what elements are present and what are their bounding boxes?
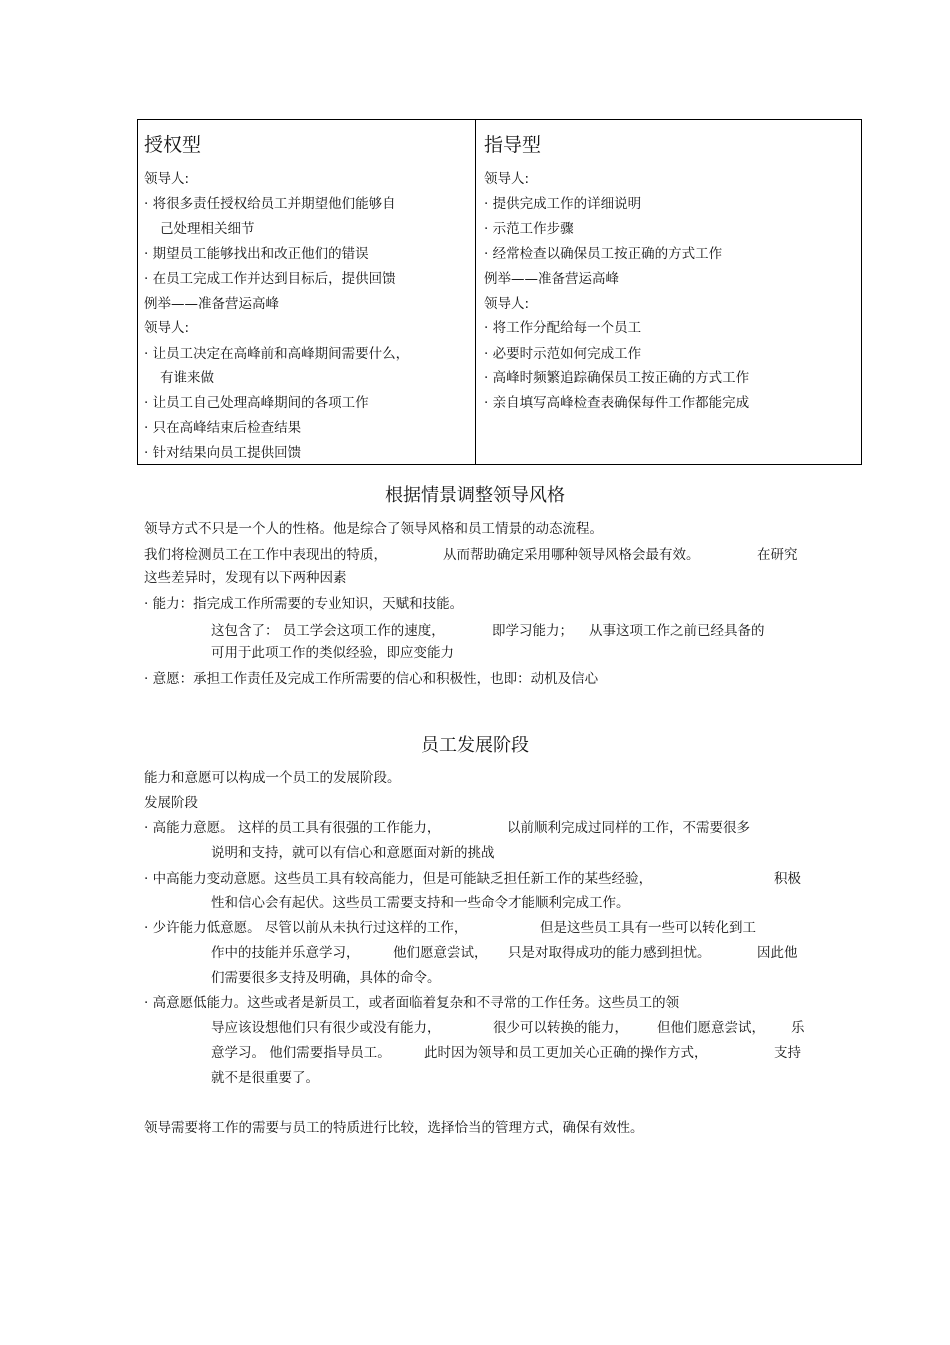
stage-item: 们需要很多支持及明确，具体的命令。 [211, 970, 441, 986]
bullet-willingness: · 意愿：承担工作责任及完成工作所需要的信心和积极性，也即：动机及信心 [144, 671, 599, 687]
left-line: 有谁来做 [160, 370, 214, 386]
stage-item: 很少可以转换的能力， [493, 1020, 628, 1036]
stage-item: 但他们愿意尝试， [657, 1020, 765, 1036]
stage-item: · 少许能力低意愿。 尽管以前从未执行过这样的工作， [144, 920, 468, 936]
left-line: 领导人: [144, 320, 190, 336]
stage-item: 作中的技能并乐意学习， [211, 945, 360, 961]
right-line: 领导人: [484, 296, 530, 312]
stage-item: 此时因为领导和员工更加关心正确的操作方式， [424, 1045, 708, 1061]
directing-title: 指导型 [484, 134, 542, 156]
stage-item: 说明和支持，就可以有信心和意愿面对新的挑战 [211, 845, 495, 861]
left-line: · 在员工完成工作并达到目标后，提供回馈 [144, 271, 396, 287]
paragraph: 即学习能力； [492, 623, 573, 639]
stage-item: 积极 [774, 871, 801, 887]
paragraph: 从而帮助确定采用哪种领导风格会最有效。 [443, 547, 700, 563]
right-line: 例举——准备营运高峰 [484, 271, 619, 287]
left-line: · 将很多责任授权给员工并期望他们能够自 [144, 196, 396, 212]
left-line: · 期望员工能够找出和改正他们的错误 [144, 246, 369, 262]
stage-item: 他们愿意尝试， [393, 945, 488, 961]
left-line: 己处理相关细节 [160, 221, 255, 237]
left-line: · 让员工决定在高峰前和高峰期间需要什么， [144, 346, 410, 362]
section-heading-situational: 根据情景调整领导风格 [385, 485, 565, 506]
stage-item: 导应该设想他们只有很少或没有能力， [211, 1020, 441, 1036]
stage-item: 乐 [791, 1020, 805, 1036]
paragraph: 从事这项工作之前已经具备的 [589, 623, 765, 639]
paragraph: 可用于此项工作的类似经验，即应变能力 [211, 645, 454, 661]
stage-item: 意学习。 他们需要指导员工。 [211, 1045, 391, 1061]
stage-item: 只是对取得成功的能力感到担忧。 [508, 945, 711, 961]
left-line: 例举——准备营运高峰 [144, 296, 279, 312]
right-line: · 将工作分配给每一个员工 [484, 320, 642, 336]
left-line: · 针对结果向员工提供回馈 [144, 445, 302, 461]
stage-item: 性和信心会有起伏。这些员工需要支持和一些命令才能顺利完成工作。 [211, 895, 630, 911]
left-line: 领导人: [144, 171, 190, 187]
stage-item: 支持 [774, 1045, 801, 1061]
left-line: · 只在高峰结束后检查结果 [144, 420, 302, 436]
right-line: · 示范工作步骤 [484, 221, 574, 237]
left-line: · 让员工自己处理高峰期间的各项工作 [144, 395, 369, 411]
stage-item: 就不是很重要了。 [211, 1070, 319, 1086]
paragraph: 这包含了： 员工学会这项工作的速度， [211, 623, 445, 639]
paragraph: 在研究 [757, 547, 798, 563]
stage-item: · 高能力意愿。 这样的员工具有很强的工作能力， [144, 820, 441, 836]
stage-item: · 高意愿低能力。这些或者是新员工，或者面临着复杂和不寻常的工作任务。这些员工的领 [144, 995, 680, 1011]
right-line: 领导人: [484, 171, 530, 187]
right-line: · 高峰时频繁追踪确保员工按正确的方式工作 [484, 370, 750, 386]
bullet-ability: · 能力：指完成工作所需要的专业知识，天赋和技能。 [144, 596, 464, 612]
right-line: · 必要时示范如何完成工作 [484, 346, 642, 362]
stage-item: · 中高能力变动意愿。这些员工具有较高能力，但是可能缺乏担任新工作的某些经验， [144, 871, 653, 887]
paragraph: 能力和意愿可以构成一个员工的发展阶段。 [144, 770, 401, 786]
closing-paragraph: 领导需要将工作的需要与员工的特质进行比较，选择恰当的管理方式，确保有效性。 [144, 1120, 644, 1136]
paragraph: 领导方式不只是一个人的性格。他是综合了领导风格和员工情景的动态流程。 [144, 521, 603, 537]
table-divider [475, 120, 476, 464]
paragraph: 我们将检测员工在工作中表现出的特质， [144, 547, 387, 563]
right-line: · 亲自填写高峰检查表确保每件工作都能完成 [484, 395, 750, 411]
right-line: · 经常检查以确保员工按正确的方式工作 [484, 246, 723, 262]
stage-item: 以前顺利完成过同样的工作，不需要很多 [507, 820, 750, 836]
subheading: 发展阶段 [144, 795, 198, 811]
stage-item: 因此他 [757, 945, 798, 961]
section-heading-development: 员工发展阶段 [421, 735, 529, 756]
stage-item: 但是这些员工具有一些可以转化到工 [540, 920, 756, 936]
delegating-title: 授权型 [144, 134, 202, 156]
paragraph: 这些差异时，发现有以下两种因素 [144, 570, 347, 586]
right-line: · 提供完成工作的详细说明 [484, 196, 642, 212]
